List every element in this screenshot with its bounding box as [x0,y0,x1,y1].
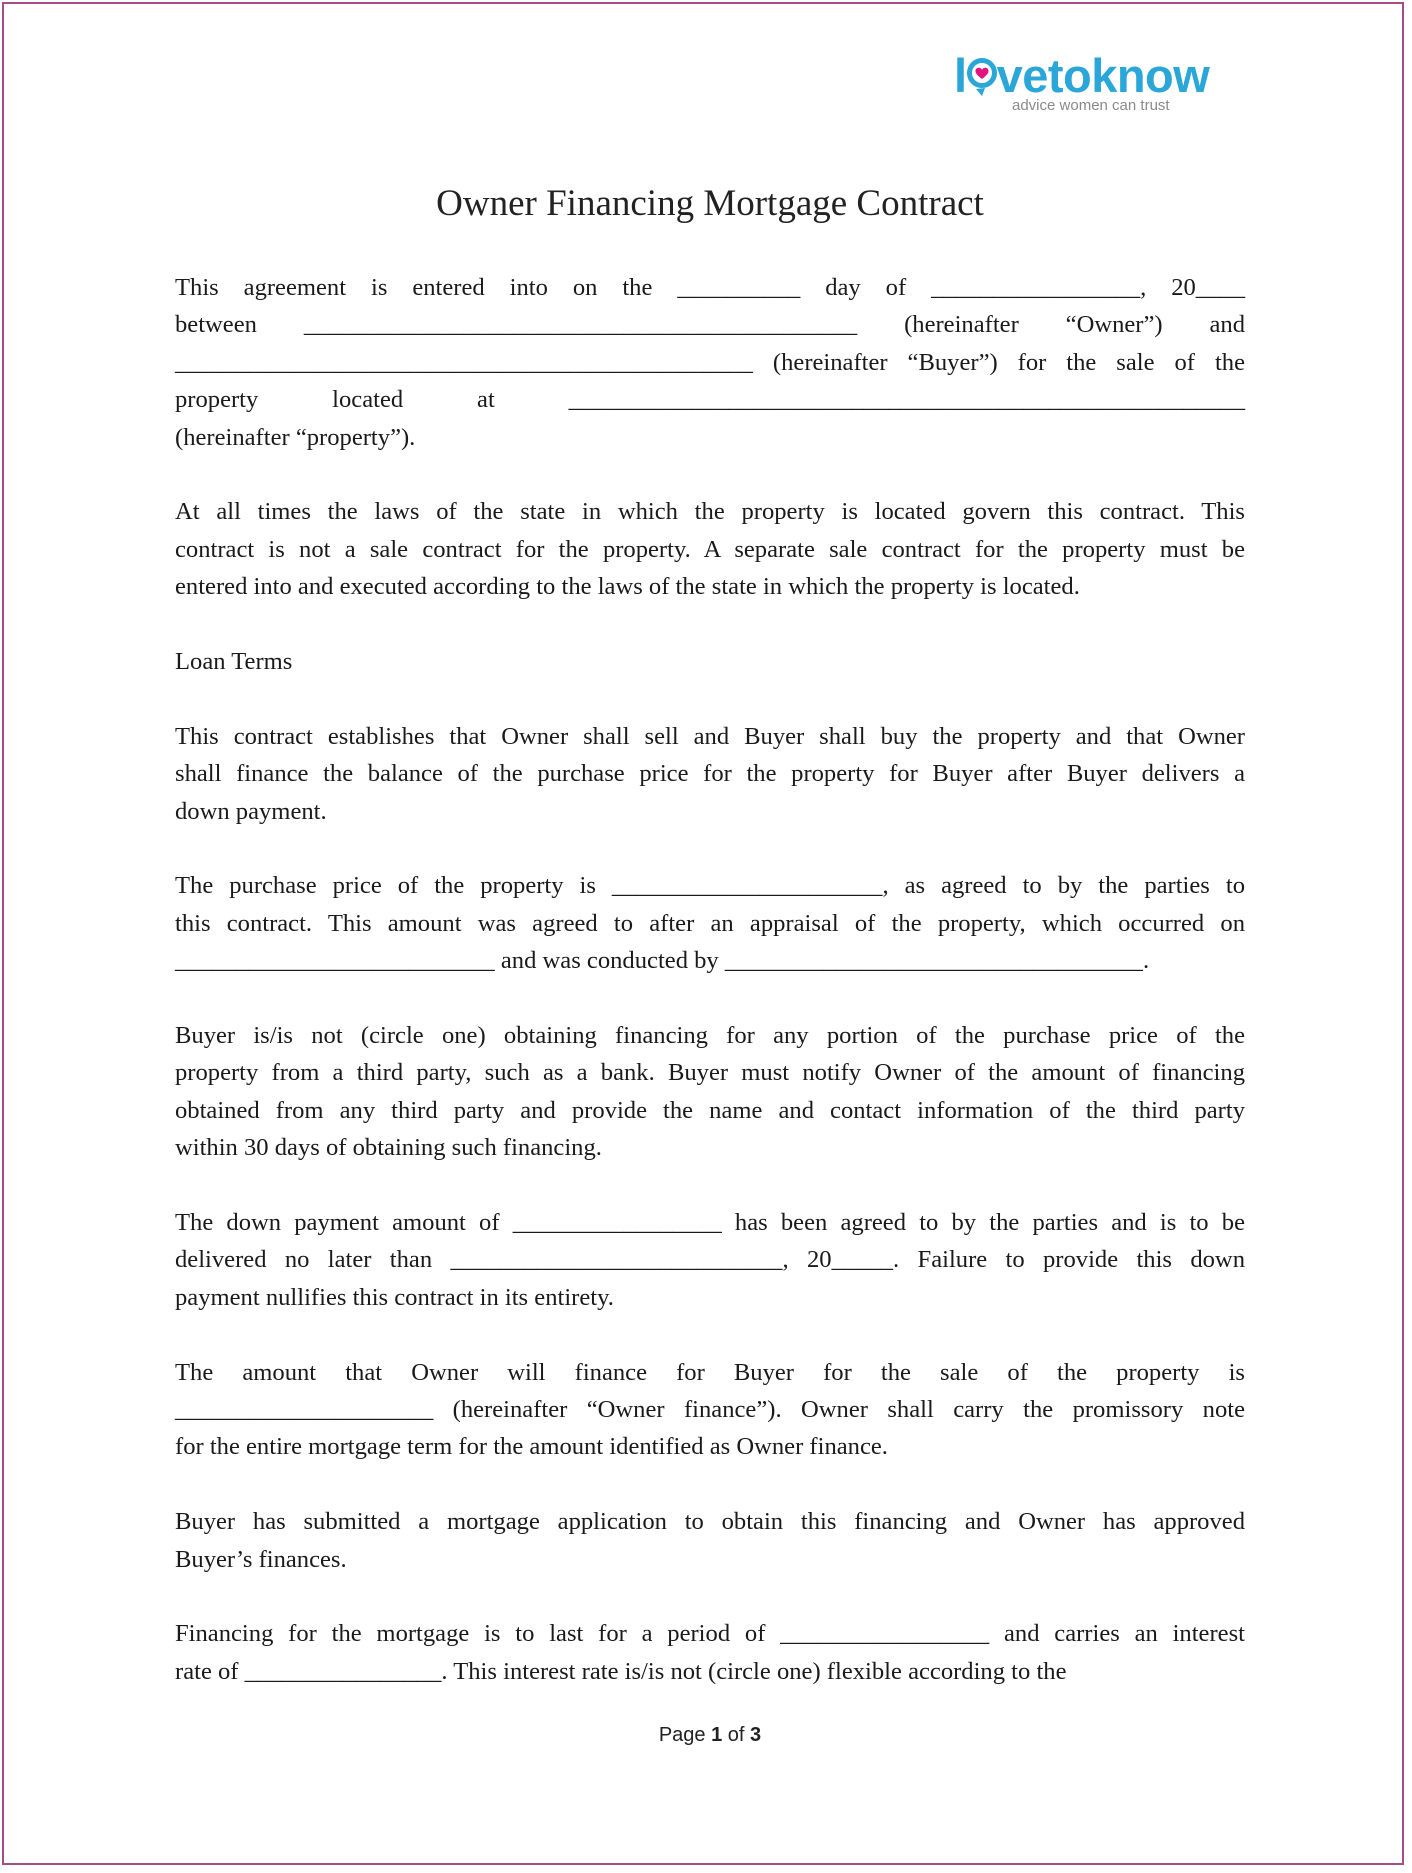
paragraph-line: The amount that Owner will finance for Buyer for the sale of the property is [175,1358,1245,1386]
document-title: Owner Financing Mortgage Contract [436,183,984,224]
page-of-label: of [727,1724,745,1746]
paragraph-line: _______________________________________________ (hereinafter “Buyer”) for the sale of the [175,348,1245,376]
paragraph-line: Buyer is/is not (circle one) obtaining financing for any portion of the purchase price of the [175,1022,1245,1050]
paragraph-line: contract is not a sale contract for the property. A separate sale contract for the property must be [175,535,1245,563]
document-page [2,2,1404,1865]
brand-tagline: advice women can trust [1012,97,1170,114]
paragraph-line: Loan Terms [175,648,293,676]
paragraph-line: between _____________________________________________ (hereinafter “Owner”) and [175,311,1245,339]
document-paragraph [175,867,1245,979]
paragraph-line: (hereinafter “property”). [175,423,416,451]
paragraph-line: this contract. This amount was agreed to after an appraisal of the property, which occurred on [175,909,1245,937]
document-paragraph [175,718,1245,830]
paragraph-line: property from a third party, such as a bank. Buyer must notify Owner of the amount of financing [175,1059,1245,1087]
document-paragraph [175,493,1245,605]
paragraph-line: __________________________ and was conducted by __________________________________. [175,947,1150,975]
paragraph-line: down payment. [175,797,327,825]
brand-logo [954,49,1244,114]
page-indicator [4,1724,1412,1747]
page-label: Page [658,1724,706,1746]
document-paragraph [175,1615,1245,1690]
paragraph-line: obtained from any third party and provide the name and contact information of the third party [175,1096,1245,1124]
paragraph-line: within 30 days of obtaining such financing. [175,1134,602,1162]
paragraph-line: _____________________ (hereinafter “Owner finance”). Owner shall carry the promissory note [175,1396,1245,1424]
heart-pin-icon [967,58,997,96]
paragraph-line: Financing for the mortgage is to last for a period of _________________ and carries an interest [175,1620,1245,1648]
paragraph-line: for the entire mortgage term for the amount identified as Owner finance. [175,1433,888,1461]
paragraph-line: payment nullifies this contract in its entirety. [175,1283,614,1311]
document-paragraph [175,643,1245,680]
document-paragraph [175,1204,1245,1316]
document-paragraph [175,1503,1245,1578]
paragraph-line: This contract establishes that Owner shall sell and Buyer shall buy the property and that Owner [175,722,1245,750]
paragraph-line: At all times the laws of the state in which the property is located govern this contract. This [175,498,1245,526]
paragraph-line: This agreement is entered into on the __________ day of _________________, 20____ [175,274,1245,301]
page-total: 3 [750,1724,762,1746]
paragraph-line: property located at _______________________________________________________ [175,386,1245,414]
brand-wordmark: l vetoknow [954,49,1210,102]
document-paragraph [175,1017,1245,1167]
paragraph-line: delivered no later than ___________________________, 20_____. Failure to provide this down [175,1246,1245,1274]
paragraph-line: Buyer has submitted a mortgage application to obtain this financing and Owner has approved [175,1508,1245,1536]
paragraph-line: rate of ________________. This interest rate is/is not (circle one) flexible according to the [175,1657,1067,1685]
paragraph-line: The purchase price of the property is ______________________, as agreed to by the parties to [175,872,1245,900]
document-paragraph [175,1354,1245,1466]
paragraph-line: shall finance the balance of the purchase price for the property for Buyer after Buyer delivers a [175,760,1245,788]
paragraph-line: Buyer’s finances. [175,1545,347,1573]
paragraph-line: entered into and executed according to the laws of the state in which the property is located. [175,573,1080,601]
page-number: 1 [711,1724,723,1746]
document-body [175,269,1245,1728]
document-paragraph [175,269,1245,456]
paragraph-line: The down payment amount of _________________ has been agreed to by the parties and is to be [175,1209,1245,1237]
